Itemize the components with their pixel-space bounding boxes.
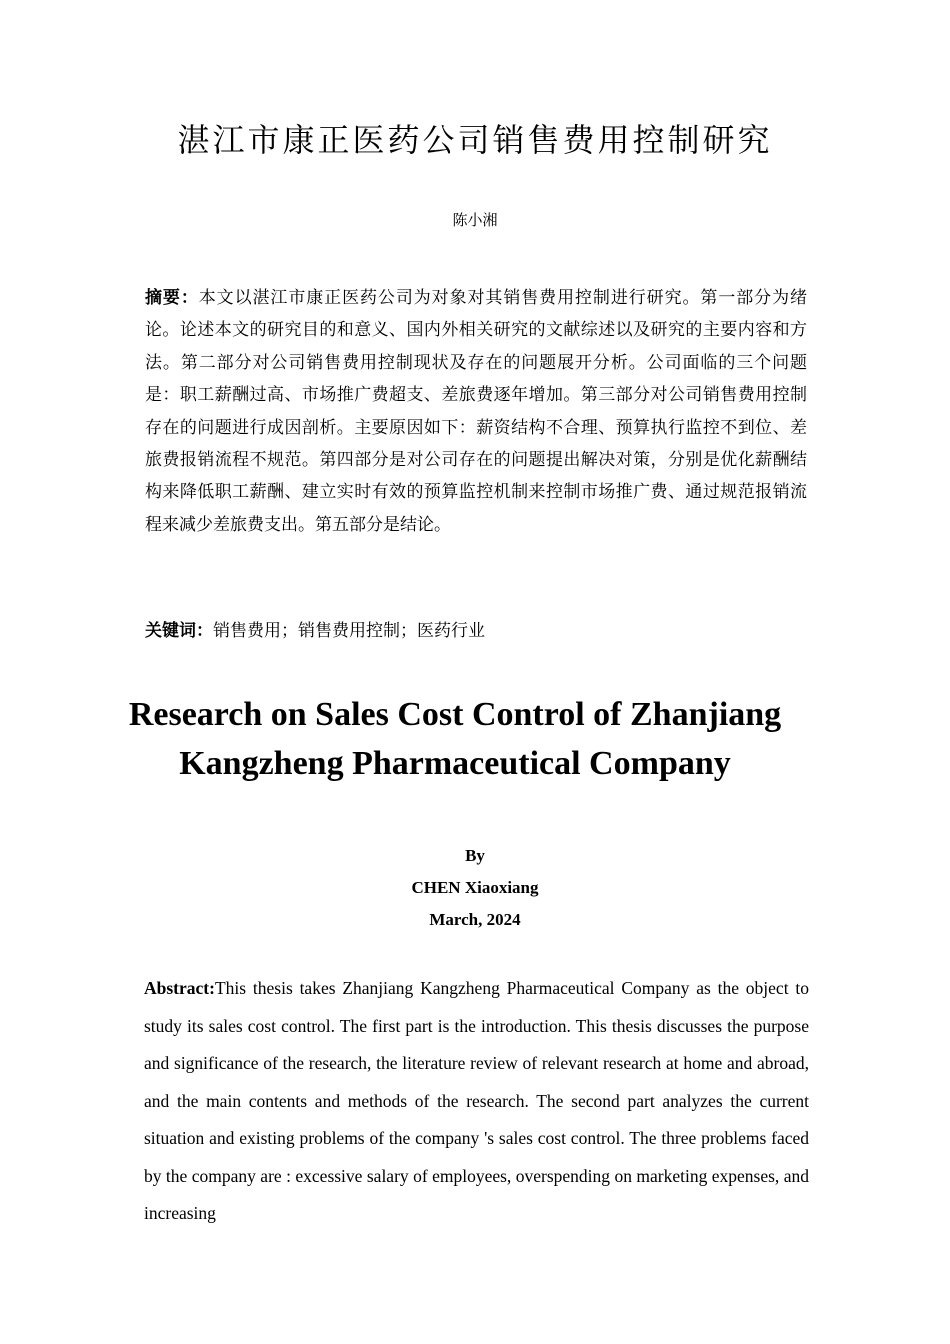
chinese-author: 陈小湘 [452, 211, 498, 229]
english-author: CHEN Xiaoxiang [411, 878, 539, 897]
chinese-abstract [145, 282, 807, 541]
english-abstract [144, 970, 809, 1233]
chinese-abstract-text: 本文以湛江市康正医药公司为对象对其销售费用控制进行研究。第一部分为绪论。论述本文的研究目的和意义、国内外相关研究的文献综述以及研究的主要内容和方法。第二部分对公司销售费用控制现状及存在的问题展开分析。公司面临的三个问题是：职工薪酬过高、市场推广费超支、差旅费逐年增加。第三部分对公司销售费用控制存在的问题进行成因剖析。主要原因如下：薪资结构不合理、预算执行监控不到位、差旅费报销流程不规范。第四部分是对公司存在的问题提出解决对策，分别是优化薪酬结构来降低职工薪酬、建立实时有效的预算监控机制来控制市场推广费、通过规范报销流程来减少差旅费支出。第五部分是结论。 [145, 288, 807, 535]
english-by: By [465, 846, 485, 865]
english-abstract-text: This thesis takes Zhanjiang Kangzheng Pharmaceutical Company as the object to study its sales cost control. The first part is the introduction. This thesis discusses the purpose and significance of the research, the literature review of relevant research at home and abroad, and the main contents and methods of the research. The second part analyzes the current situation and existing problems of the company 's sales cost control. The three problems faced by the company are : excessive salary of employees, overspending on marketing expenses, and increasing [144, 978, 809, 1223]
chinese-abstract-label: 摘要： [145, 288, 199, 308]
english-title: Research on Sales Cost Control of Zhanjiang Kangzheng Pharmaceutical Company [128, 696, 782, 782]
english-date: March, 2024 [429, 910, 521, 929]
chinese-keywords-text: 销售费用；销售费用控制；医药行业 [213, 621, 485, 641]
chinese-title: 湛江市康正医药公司销售费用控制研究 [177, 121, 773, 159]
english-abstract-label: Abstract: [144, 978, 215, 998]
chinese-keywords-label: 关键词： [145, 621, 213, 641]
chinese-keywords [145, 617, 807, 645]
